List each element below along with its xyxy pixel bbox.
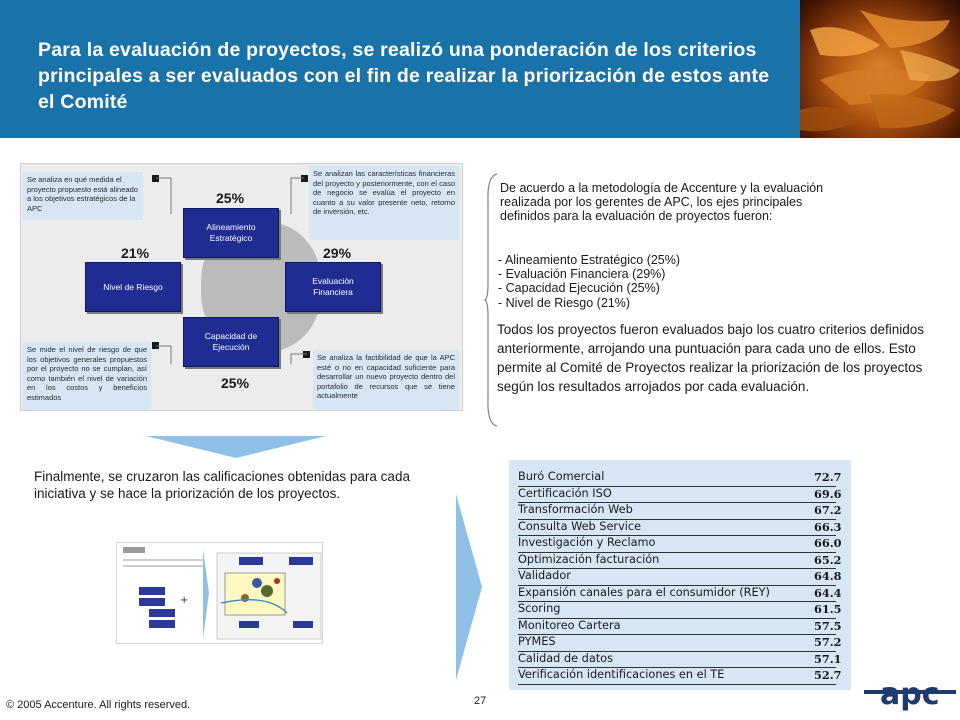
methodology-conclusion [497, 320, 960, 396]
box-financial [285, 262, 381, 312]
table-row [518, 487, 842, 504]
pct-risk: 21% [121, 245, 150, 261]
project-score: 65.2 [814, 552, 842, 567]
axis-item: - Evaluación Financiera (29%) [498, 267, 666, 281]
project-name: Monitoreo Cartera [518, 618, 621, 632]
project-name: Validador [518, 569, 571, 582]
prioritization-thumbnail [116, 542, 323, 644]
table-row [518, 586, 842, 603]
box-risk [85, 262, 181, 312]
pct-capacity: 25% [221, 375, 250, 391]
table-row [518, 536, 842, 553]
project-score: 57.5 [814, 618, 842, 633]
box-capacity [183, 317, 279, 367]
brace-icon [484, 172, 498, 428]
axis-item: - Nivel de Riesgo (21%) [498, 296, 630, 310]
criteria-diagram [20, 163, 463, 411]
note-capacity: Se analiza la factibilidad de que la APC esté o no en capacidad suficiente para desarrollar un nuevo proyecto dentro del portafolio de recursos que se tiene actualmente [313, 350, 459, 410]
project-score: 61.5 [814, 602, 842, 616]
pct-strategic: 25% [216, 190, 245, 206]
project-score: 52.7 [814, 668, 842, 682]
right-arrow-icon [456, 494, 482, 680]
axis-item: - Alineamiento Estratégico (25%) [498, 253, 681, 267]
copyright: © 2005 Accenture. All rights reserved. [6, 699, 191, 711]
project-score: 67.2 [814, 503, 842, 517]
project-score: 57.1 [814, 651, 842, 666]
project-name: Calidad de datos [518, 651, 613, 665]
table-row [518, 635, 842, 652]
project-name: Verificación identificaciones en el TE [518, 668, 725, 681]
project-name: Transformación Web [518, 503, 633, 516]
note-strategic: Se analiza en qué medida el proyecto propuesto está alineado a los objetivos estratégicos de la APC [23, 172, 143, 220]
project-score: 66.0 [814, 536, 842, 550]
table-row [518, 619, 842, 636]
project-name: PYMES [518, 635, 556, 648]
down-arrow-icon [146, 436, 326, 458]
project-name: Scoring [518, 602, 561, 615]
methodology-intro: De acuerdo a la metodología de Accenture y la evaluación realizada por los gerentes de APC, los ejes principales definidos para la evaluación de proyectos fueron: [500, 181, 824, 223]
header-banner [0, 0, 960, 138]
svg-text:+: + [180, 595, 189, 606]
project-name: Consulta Web Service [518, 519, 642, 533]
project-score: 69.6 [814, 486, 842, 501]
table-row [518, 553, 842, 570]
page-number: 27 [474, 695, 487, 707]
box-strategic-label: Alineamiento Estratégico [206, 222, 256, 243]
project-name: Investigación y Reclamo [518, 536, 656, 549]
note-financial: Se analizan las características financieras del proyecto y posteriormente, con el caso de negocio se evalúa el proyecto en cuanto a su valor presente neto, retorno de inversión, etc. [309, 166, 459, 240]
project-name: Buró Comercial [518, 470, 605, 483]
project-name: Certificación ISO [518, 486, 612, 500]
box-capacity-label: Capacidad de Ejecución [204, 331, 258, 352]
table-row [518, 470, 842, 487]
row-divider [518, 684, 836, 685]
table-row [518, 668, 842, 685]
axis-item: - Capacidad Ejecución (25%) [498, 281, 660, 295]
table-row [518, 602, 842, 619]
page-title: Para la evaluación de proyectos, se realizó una ponderación de los criterios principales a ser evaluados con el fin de realizar la priorización de estos ante el Comité [38, 39, 770, 113]
project-score: 57.2 [814, 635, 842, 649]
project-score: 72.7 [814, 470, 842, 484]
project-name: Optimización facturación [518, 552, 660, 566]
table-row [518, 652, 842, 669]
box-financial-label: Evaluación Financiera [312, 276, 354, 297]
project-name: Expansión canales para el consumidor (REY) [518, 585, 770, 599]
final-text: Finalmente, se cruzaron las calificaciones obtenidas para cada iniciativa y se hace la priorización de los proyectos. [34, 469, 410, 501]
project-score: 66.3 [814, 519, 842, 534]
conclusion-text: Todos los proyectos fueron evaluados bajo los cuatro criterios definidos anteriormente, arrojando una puntuación para cada uno de ellos. Esto permite al Comité de Proyectos realizar la priorización de los proyectos según los resultados arrojados por cada evaluación. [497, 322, 924, 394]
table-row [518, 520, 842, 537]
table-row [518, 569, 842, 586]
pct-financial: 29% [323, 245, 352, 261]
box-risk-label: Nivel de Riesgo [103, 281, 163, 292]
table-row [518, 503, 842, 520]
note-risk: Se mide el nivel de riesgo de que los objetivos generales propuestos por el proyecto no se cumplan, así como también el nivel de variación en los costos y beneficios estimados [23, 342, 151, 410]
project-score: 64.4 [814, 585, 842, 600]
hands-photo [800, 0, 960, 138]
box-strategic [183, 208, 279, 258]
project-score: 64.8 [814, 569, 842, 583]
ranking-table [509, 460, 851, 690]
logo-text: apc [880, 677, 940, 712]
apc-logo [862, 664, 960, 720]
